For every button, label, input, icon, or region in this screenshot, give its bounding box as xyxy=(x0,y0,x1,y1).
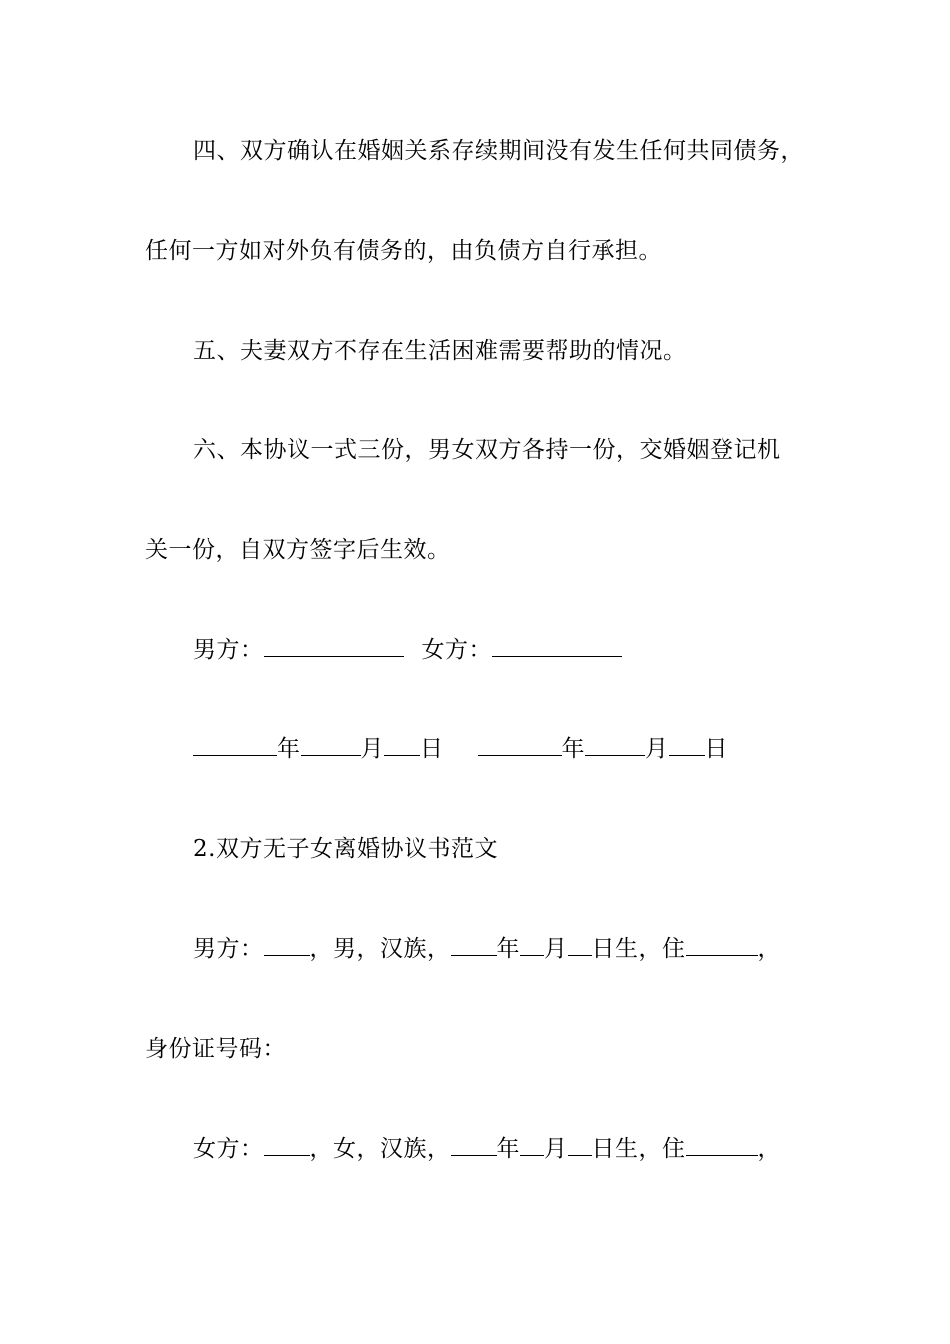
male-signature-blank[interactable] xyxy=(264,636,404,657)
paragraph-6-line-1: 六、本协议一式三份，男女双方各持一份，交婚姻登记机 xyxy=(193,437,781,463)
male-info-label: 男方： xyxy=(193,936,264,962)
signature-line xyxy=(193,635,622,665)
born-live-text: 日生，住 xyxy=(591,1136,686,1162)
section-2-title: 2.双方无子女离婚协议书范文 xyxy=(193,836,498,862)
female-birth-month-blank[interactable] xyxy=(520,1135,544,1156)
female-info-label: 女方： xyxy=(193,1136,264,1162)
female-month-blank[interactable] xyxy=(585,735,645,756)
male-birth-month-blank[interactable] xyxy=(520,935,544,956)
female-info-line xyxy=(193,1134,781,1164)
paragraph-5: 五、夫妻双方不存在生活困难需要帮助的情况。 xyxy=(193,338,687,364)
male-year-blank[interactable] xyxy=(193,735,277,756)
end-comma: ， xyxy=(757,1136,781,1162)
female-day-blank[interactable] xyxy=(669,735,705,756)
female-name-blank[interactable] xyxy=(264,1135,310,1156)
date-line xyxy=(193,734,728,764)
female-year-blank[interactable] xyxy=(478,735,562,756)
female-birth-day-blank[interactable] xyxy=(568,1135,592,1156)
male-id-label: 身份证号码： xyxy=(145,1036,286,1062)
paragraph-4-line-1: 四、双方确认在婚姻关系存续期间没有发生任何共同债务， xyxy=(193,138,804,164)
day-char: 日 xyxy=(420,736,444,762)
female-birth-year-blank[interactable] xyxy=(451,1135,497,1156)
year-char: 年 xyxy=(496,936,520,962)
paragraph-4-line-2: 任何一方如对外负有债务的，由负债方自行承担。 xyxy=(145,238,662,264)
female-sex-text: ，女，汉族， xyxy=(309,1136,451,1162)
month-char: 月 xyxy=(645,736,669,762)
male-info-line xyxy=(193,934,781,964)
male-signature-label: 男方： xyxy=(193,637,264,663)
female-signature-blank[interactable] xyxy=(492,636,622,657)
year-char: 年 xyxy=(277,736,301,762)
male-address-blank[interactable] xyxy=(686,935,758,956)
month-char: 月 xyxy=(544,936,568,962)
male-day-blank[interactable] xyxy=(384,735,420,756)
month-char: 月 xyxy=(360,736,384,762)
paragraph-6-line-2: 关一份，自双方签字后生效。 xyxy=(145,537,451,563)
male-birth-day-blank[interactable] xyxy=(568,935,592,956)
end-comma: ， xyxy=(757,936,781,962)
female-address-blank[interactable] xyxy=(686,1135,758,1156)
male-birth-year-blank[interactable] xyxy=(451,935,497,956)
year-char: 年 xyxy=(496,1136,520,1162)
year-char: 年 xyxy=(561,736,585,762)
born-live-text: 日生，住 xyxy=(591,936,686,962)
male-month-blank[interactable] xyxy=(301,735,361,756)
male-sex-text: ，男，汉族， xyxy=(309,936,451,962)
male-name-blank[interactable] xyxy=(264,935,310,956)
female-signature-label: 女方： xyxy=(421,637,492,663)
day-char: 日 xyxy=(704,736,728,762)
month-char: 月 xyxy=(544,1136,568,1162)
